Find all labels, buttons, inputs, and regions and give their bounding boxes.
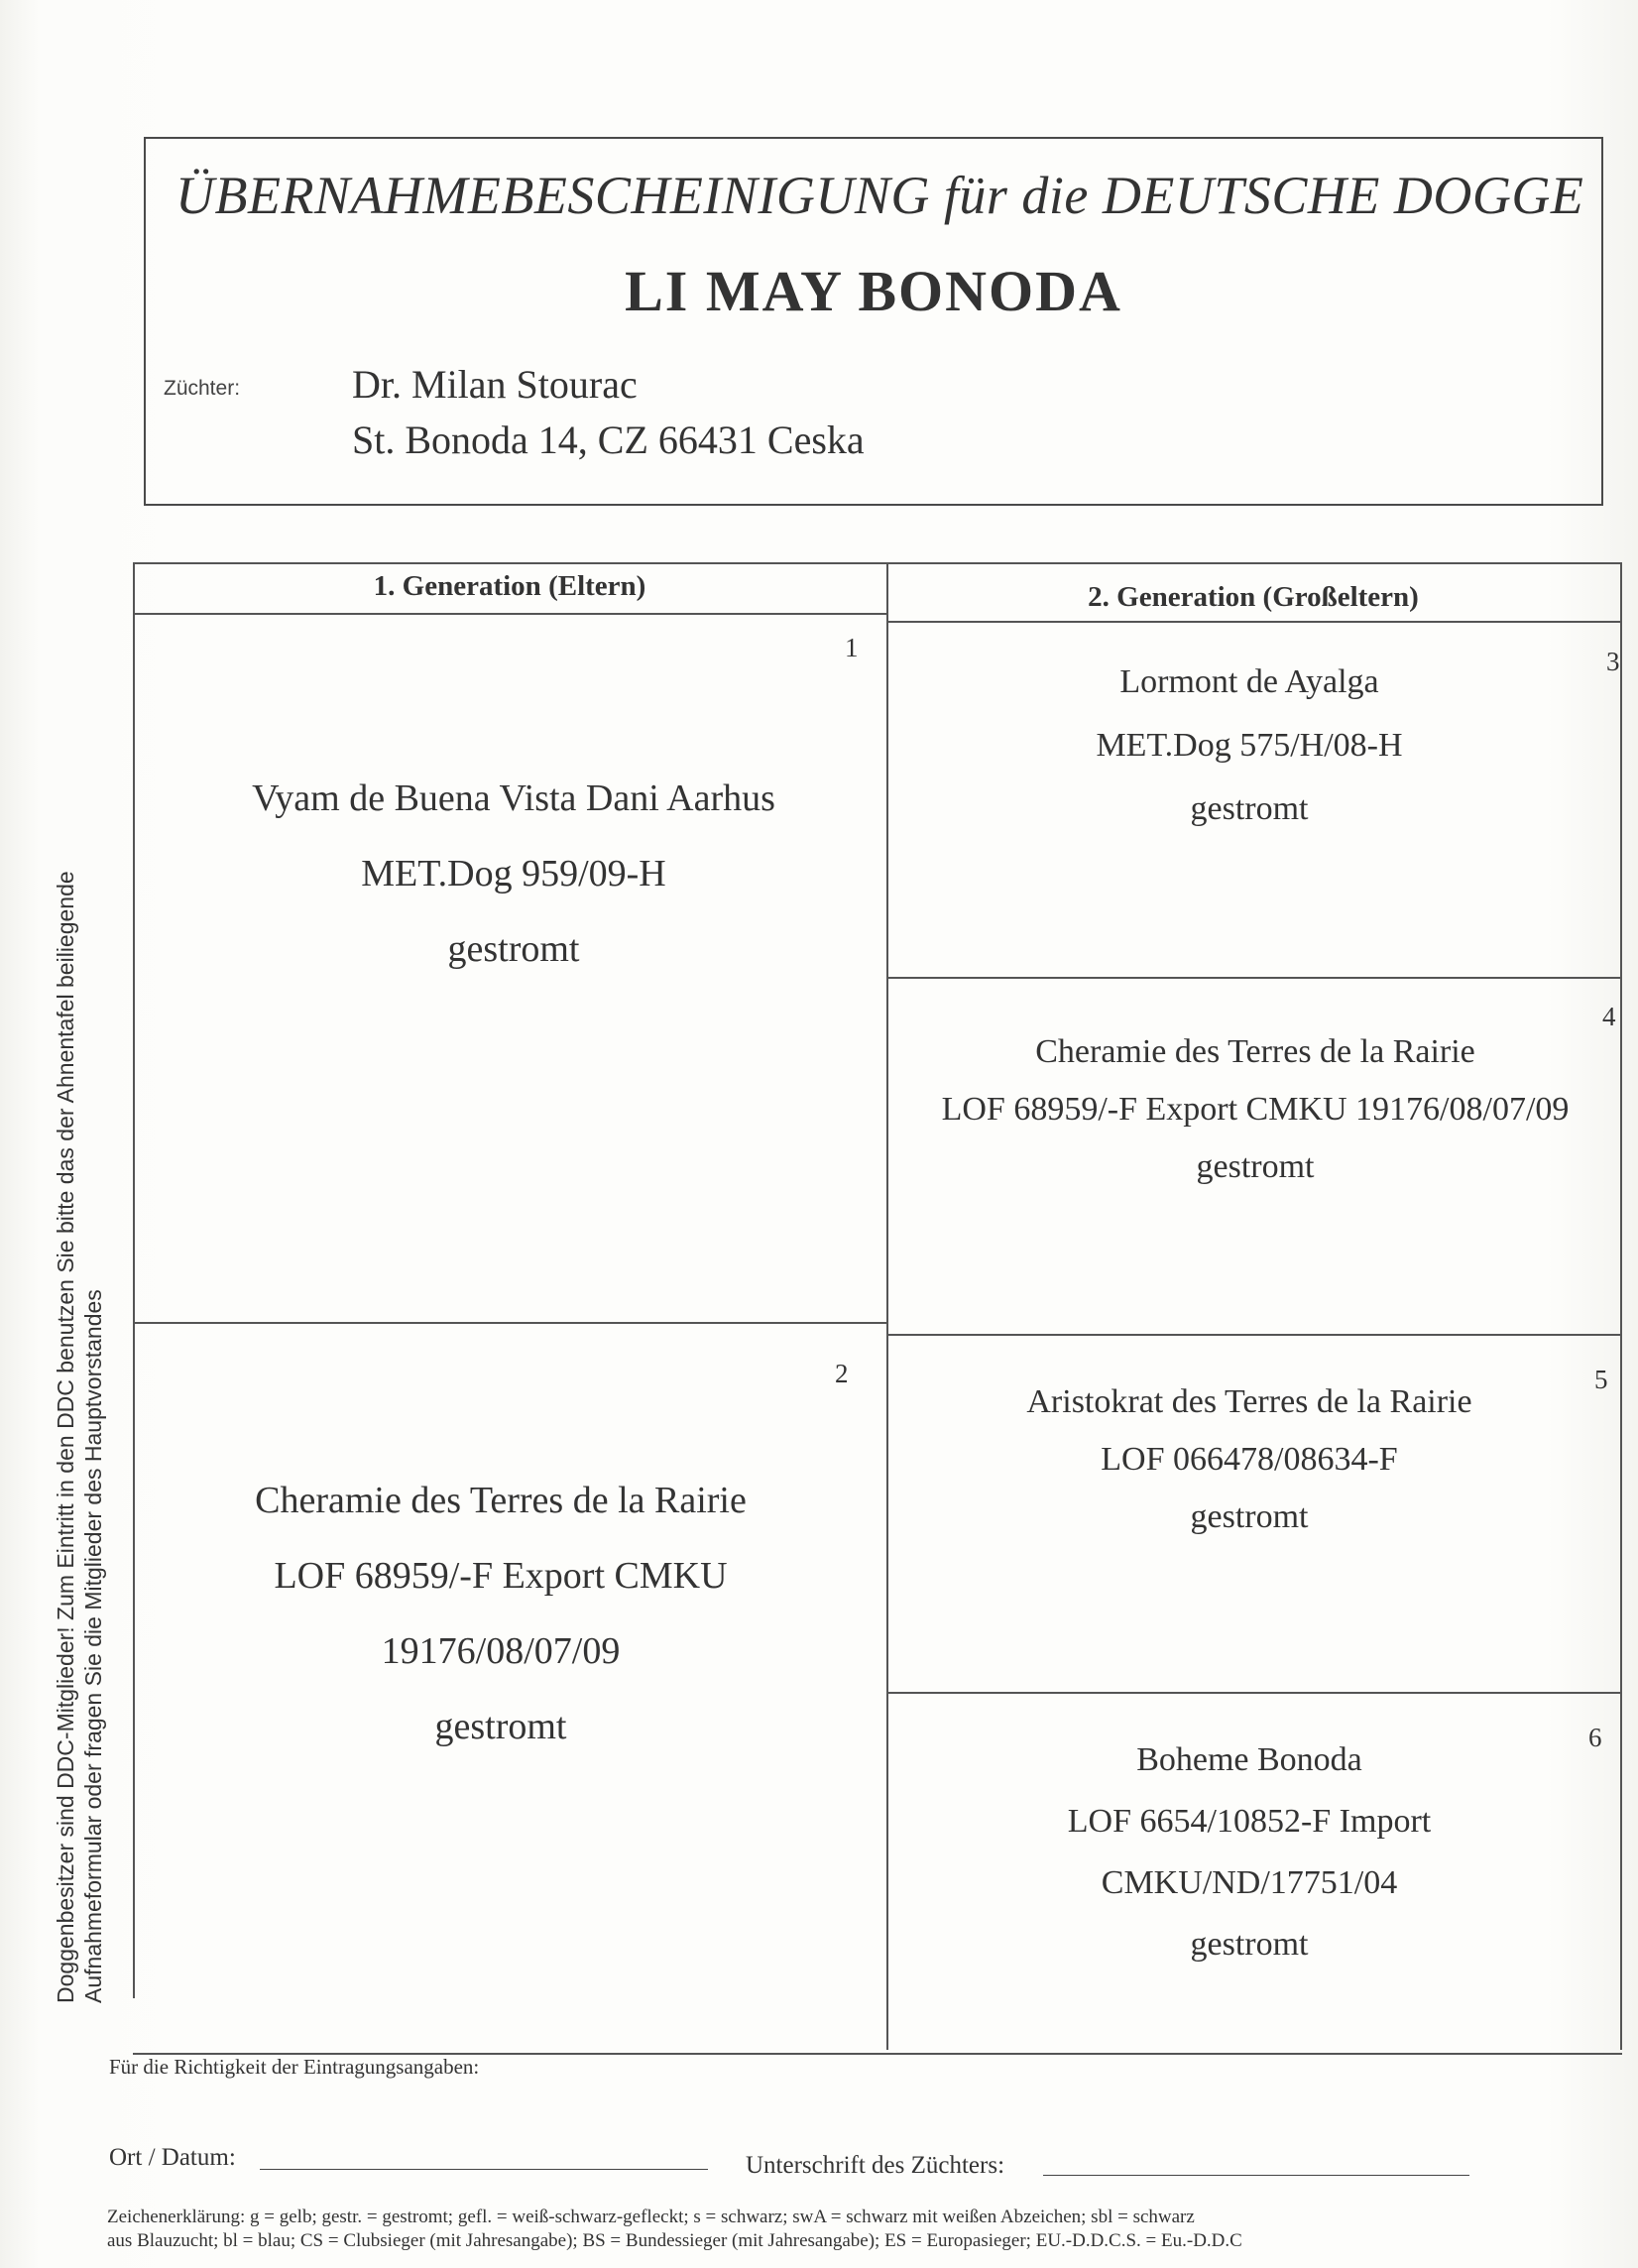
pedigree-cell-4 [890,1023,1620,1196]
gen1-row-divider [133,1322,886,1324]
registration-line: LOF 6654/10852-F Import [1067,1803,1432,1840]
breeder-address: St. Bonoda 14, CZ 66431 Ceska [352,418,865,462]
table-top-border [133,562,1622,564]
place-date-field[interactable] [260,2169,708,2170]
cell-number-4: 4 [1602,1002,1616,1031]
cell-number-6: 6 [1588,1723,1602,1752]
place-date-label: Ort / Datum: [109,2144,236,2171]
registration-line-2: 19176/08/07/09 [381,1630,621,1672]
pedigree-cell-6 [892,1730,1606,1975]
color-line: gestromt [1196,1148,1315,1185]
pedigree-cell-3 [892,651,1606,841]
legend [107,2206,1614,2253]
gen2-header-rule [886,621,1622,623]
registration-line: MET.Dog 959/09-H [361,853,666,895]
signature-field[interactable] [1043,2175,1469,2176]
breeder-label: Züchter: [164,377,241,400]
gen1-header-rule [133,613,886,615]
dog-name-line: Cheramie des Terres de la Rairie [255,1480,747,1521]
gen2-row-divider-1 [886,977,1622,979]
gen2-header: 2. Generation (Großeltern) [1088,581,1419,613]
registration-line: LOF 68959/-F Export CMKU 19176/08/07/09 [941,1091,1570,1128]
cell-number-1: 1 [845,633,859,662]
legend-line-1: Zeichenerklärung: g = gelb; gestr. = gestromt; gefl. = weiß-schwarz-gefleckt; s = schwarz; swA = schwarz mit weißen Abzeichen; sbl = schwarz [107,2207,1195,2227]
color-line: gestromt [1190,1926,1309,1963]
pedigree-cell-2 [119,1463,882,1764]
legend-line-2: aus Blauzucht; bl = blau; CS = Clubsieger (mit Jahresangabe); BS = Bundessieger (mit Jahresangabe); ES = Europasieger; EU.-D.D.C.S. = Eu.-D.D.C [107,2230,1242,2251]
dog-name-line: Lormont de Ayalga [1119,663,1379,700]
dog-name-line: Cheramie des Terres de la Rairie [1035,1033,1475,1070]
registration-line: LOF 066478/08634-F [1101,1441,1398,1478]
table-right-border [1620,562,1622,2050]
pedigree-cell-1 [139,761,888,987]
correctness-label: Für die Richtigkeit der Eintragungsangaben: [109,2055,480,2079]
dog-name: LI MAY BONODA [625,259,1122,323]
color-line: gestromt [1190,1498,1309,1535]
side-note [52,764,107,2003]
gen2-row-divider-3 [886,1692,1622,1694]
pedigree-cell-5 [892,1373,1606,1546]
registration-line: LOF 68959/-F Export CMKU [274,1555,728,1597]
side-note-line-2: Aufnahmeformular oder fragen Sie die Mitglieder des Hauptvorstandes [80,1289,106,2003]
header-box [144,137,1603,506]
breeder-name: Dr. Milan Stourac [352,362,638,407]
dog-name-line: Vyam de Buena Vista Dani Aarhus [252,777,775,819]
signature-label: Unterschrift des Züchters: [746,2152,1005,2179]
gen1-header: 1. Generation (Eltern) [373,570,646,602]
color-line: gestromt [447,928,580,970]
registration-line: MET.Dog 575/H/08-H [1096,727,1403,764]
cell-number-2: 2 [835,1359,849,1388]
color-line: gestromt [434,1706,567,1747]
dog-name-line: Aristokrat des Terres de la Rairie [1026,1383,1472,1420]
side-note-line-1: Doggenbesitzer sind DDC-Mitglieder! Zum Eintritt in den DDC benutzen Sie bitte das der Ahnentafel beiliegende [53,871,78,2003]
dog-name-line: Boheme Bonoda [1136,1741,1362,1778]
gen2-row-divider-2 [886,1334,1622,1336]
table-left-border [133,562,135,1998]
cell-number-5: 5 [1594,1365,1608,1394]
document-title: ÜBERNAHMEBESCHEINIGUNG für die DEUTSCHE DOGGE [176,166,1584,225]
cell-number-3: 3 [1606,647,1620,676]
color-line: gestromt [1190,790,1309,827]
registration-line-2: CMKU/ND/17751/04 [1101,1864,1398,1901]
